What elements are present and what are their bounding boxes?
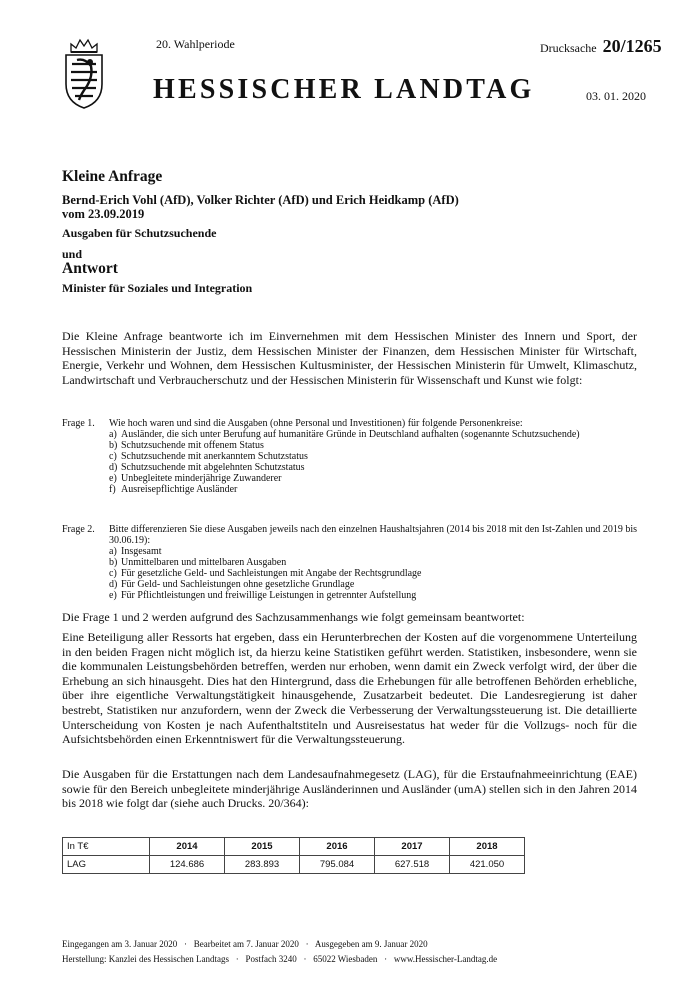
table-year: 2016	[300, 838, 375, 856]
answer-paragraph-2: Die Ausgaben für die Erstattungen nach dem Landesaufnahmegesetz (LAG), für die Erstaufnahmeeinrichtung (EAE) sowie für den Bereich unbegleitete minderjährige Ausländerinnen und Ausländer (umA) stellen sich in den Jahren 2014 bis 2018 wie folgt dar (siehe auch Drucks. 20/364):	[62, 767, 637, 811]
list-item: b) Schutzsuchende mit offenem Status	[109, 440, 264, 451]
answer-paragraph-1: Eine Beteiligung aller Ressorts hat ergeben, dass ein Herunterbrechen der Kosten auf die vorgenommene Unterteilung in den beiden Fragen nicht möglich ist, da hierzu keine Statistiken geführt werden. Statistiken, insbesondere, wenn sie die kommunalen Leistungsbehörden betreffen, werden nur erhoben, wenn damit ein Zweck verfolgt wird, der über die Erhebung an sich hinausgeht. Dies hat den Hintergrund, dass die Erhebungen für alle betroffenen Behörden erhebliche, über ihre eigentliche Verwaltungstätigkeit hinausgehende, Zusatzarbeit bedeutet. Die Landesregierung ist daher bestrebt, Statistiken nur anzufordern, wenn der Zweck die Verbesserung der Verwaltungssteuerung ist. Die detaillierte Unterscheidung von Kosten je nach Aufenthaltstiteln und Ausreisestatus hat weder für die Vollzugs- noch für die Aufsichtsbehörden einen Erkenntniswert für die Verwaltungssteuerung.	[62, 630, 637, 747]
joint-answer-intro: Die Frage 1 und 2 werden aufgrund des Sachzusammenhangs wie folgt gemeinsam beantwortet:	[62, 610, 525, 624]
table-year: 2018	[450, 838, 525, 856]
landtag-title: HESSISCHER LANDTAG	[153, 74, 535, 105]
list-item: c) Schutzsuchende mit anerkanntem Schutzstatus	[109, 451, 308, 462]
list-item: b) Unmittelbaren und mittelbaren Ausgaben	[109, 557, 287, 568]
frage-2-list	[109, 546, 637, 601]
table-cell: 283.893	[225, 856, 300, 874]
frage-1	[62, 418, 637, 495]
frage-1-number: Frage 1.	[62, 418, 95, 429]
table-cell: 124.686	[150, 856, 225, 874]
drucksache-label: Drucksache	[540, 41, 597, 55]
table-cell: 795.084	[300, 856, 375, 874]
anfrage-date: vom 23.09.2019	[62, 207, 145, 221]
list-item: c) Für gesetzliche Geld- und Sachleistungen mit Angabe der Rechtsgrundlage	[109, 568, 422, 579]
drucksache-number: 20/1265	[602, 36, 662, 56]
drucksache	[540, 36, 662, 57]
frage-2-text: Bitte differenzieren Sie diese Ausgaben jeweils nach den einzelnen Haushaltsjahren (2014 bis 2018 mit den Ist-Zahlen und 2019 bis 30.06.19):	[109, 524, 638, 546]
minister: Minister für Soziales und Integration	[62, 281, 253, 295]
list-item: f) Ausreisepflichtige Ausländer	[109, 484, 238, 495]
list-item: a) Insgesamt	[109, 546, 162, 557]
expenses-table	[62, 837, 525, 874]
table-year: 2015	[225, 838, 300, 856]
list-item: d) Schutzsuchende mit abgelehnten Schutzstatus	[109, 462, 305, 473]
footer-dates: Eingegangen am 3. Januar 2020 · Bearbeitet am 7. Januar 2020 · Ausgegeben am 9. Januar 2020	[62, 939, 428, 949]
hessen-coat-of-arms-icon	[63, 36, 105, 110]
document-date: 03. 01. 2020	[586, 89, 646, 103]
frage-1-text: Wie hoch waren und sind die Ausgaben (ohne Personal und Investitionen) für folgende Personenkreise:	[109, 418, 523, 429]
list-item: a) Ausländer, die sich unter Berufung auf humanitäre Gründe in Deutschland aufhalten (sogenannte Schutzsuchende)	[109, 429, 580, 440]
list-item: e) Unbegleitete minderjährige Zuwanderer	[109, 473, 282, 484]
table-row	[63, 856, 525, 874]
table-header-row	[63, 838, 525, 856]
wahlperiode: 20. Wahlperiode	[156, 37, 235, 51]
table-cell: 627.518	[375, 856, 450, 874]
intro-paragraph: Die Kleine Anfrage beantworte ich im Einvernehmen mit dem Hessischen Minister des Innern und Sport, der Hessischen Ministerin der Justiz, dem Hessischen Minister der Finanzen, dem Hessischen Minister für Wirtschaft, Energie, Verkehr und Wohnen, dem Hessischen Kultusminister, der Hessischen Ministerin für Umwelt, Klimaschutz, Landwirtschaft und Verbraucherschutz und der Hessischen Ministerin für Wissenschaft und Kunst wie folgt:	[62, 329, 637, 387]
frage-2	[62, 524, 637, 601]
subject: Ausgaben für Schutzsuchende	[62, 226, 217, 240]
footer-publisher: Herstellung: Kanzlei des Hessischen Landtags · Postfach 3240 · 65022 Wiesbaden · www.Hessischer-Landtag.de	[62, 954, 498, 964]
kleine-anfrage-heading: Kleine Anfrage	[62, 168, 163, 185]
table-row-label: LAG	[63, 856, 150, 874]
table-year: 2017	[375, 838, 450, 856]
table-corner: In T€	[63, 838, 150, 856]
antwort-heading: Antwort	[62, 260, 118, 277]
table-cell: 421.050	[450, 856, 525, 874]
table-year: 2014	[150, 838, 225, 856]
list-item: e) Für Pflichtleistungen und freiwillige Leistungen in getrennter Aufstellung	[109, 590, 417, 601]
frage-2-number: Frage 2.	[62, 524, 95, 535]
frage-1-list	[109, 429, 637, 495]
list-item: d) Für Geld- und Sachleistungen ohne gesetzliche Grundlage	[109, 579, 355, 590]
authors: Bernd-Erich Vohl (AfD), Volker Richter (AfD) und Erich Heidkamp (AfD)	[62, 193, 459, 207]
und-connector: und	[62, 247, 83, 261]
